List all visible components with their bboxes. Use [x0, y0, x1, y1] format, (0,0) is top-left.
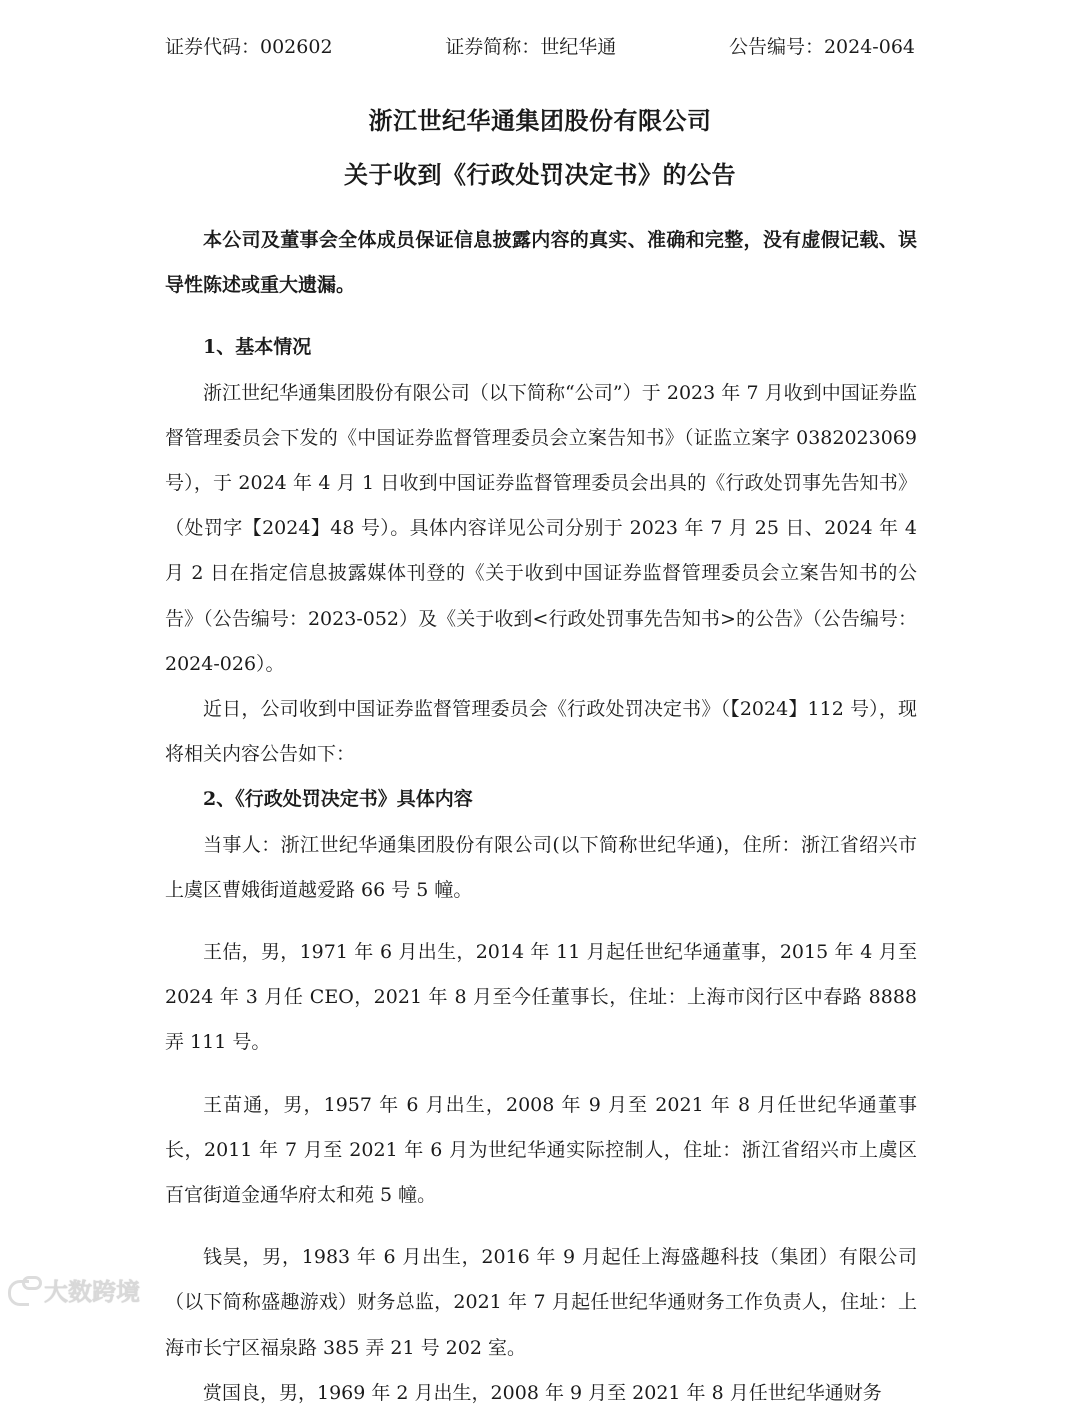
section-1-heading: 1、基本情况 — [203, 336, 312, 359]
paragraph: 赏国良，男，1969 年 2 月出生，2008 年 9 月至 2021 年 8 月任世纪华通财务 — [203, 1381, 882, 1404]
company-title: 浙江世纪华通集团股份有限公司 — [368, 106, 712, 135]
statement: 本公司及董事会全体成员保证信息披露内容的真实、准确和完整，没有虚假记载、误导性陈述或重大遗漏。 — [165, 229, 917, 297]
document-body — [165, 218, 917, 1416]
section-2-heading: 2、《行政处罚决定书》具体内容 — [203, 788, 473, 811]
document-header — [165, 32, 915, 62]
kuajing-logo-icon — [6, 1276, 40, 1304]
watermark-text: 大数跨境 — [44, 1278, 140, 1306]
paragraph: 王苗通，男，1957 年 6 月出生，2008 年 9 月至 2021 年 8 月任世纪华通董事长，2011 年 7 月至 2021 年 6 月为世纪华通实际控制人，住址：浙江省绍兴市上虞区百官街道金通华府太和苑 5 幢。 — [165, 1093, 917, 1207]
stock-abbreviation: 证券简称：世纪华通 — [445, 36, 617, 58]
paragraph: 王佶，男，1971 年 6 月出生，2014 年 11 月起任世纪华通董事，2015 年 4 月至 2024 年 3 月任 CEO，2021 年 8 月至今任董事长，住址：上海市闵行区中春路 8888 弄 111 号。 — [165, 941, 917, 1054]
paragraph: 近日，公司收到中国证券监督管理委员会《行政处罚决定书》（【2024】112 号），现将相关内容公告如下： — [165, 698, 917, 766]
paragraph: 钱昊，男，1983 年 6 月出生，2016 年 9 月起任上海盛趣科技（集团）有限公司（以下简称盛趣游戏）财务总监，2021 年 7 月起任世纪华通财务工作负责人，住址：上海市长宁区福泉路 385 弄 21 号 202 室。 — [165, 1246, 917, 1359]
announcement-title: 关于收到《行政处罚决定书》的公告 — [344, 160, 736, 189]
watermark — [6, 1272, 140, 1307]
stock-code: 证券代码：002602 — [165, 36, 333, 58]
paragraph: 当事人：浙江世纪华通集团股份有限公司(以下简称世纪华通)，住所：浙江省绍兴市上虞区曹娥街道越爱路 66 号 5 幢。 — [165, 833, 917, 901]
announcement-number: 公告编号：2024-064 — [728, 36, 915, 58]
paragraph: 浙江世纪华通集团股份有限公司（以下简称“公司”）于 2023 年 7 月收到中国证券监督管理委员会下发的《中国证券监督管理委员会立案告知书》（证监立案字 0382023069 号），于 2024 年 4 月 1 日收到中国证券监督管理委员会出具的《行政处罚事先告知书》（处罚字【2024】48 号）。具体内容详见公司分别于 2023 年 7 月 25 日、2024 年 4 月 2 日在指定信息披露媒体刊登的《关于收到中国证券监督管理委员会立案告知书的公告》（公告编号：2023-052）及《关于收到<行政处罚事先告知书>的公告》（公告编号：2024-026）。 — [165, 381, 917, 675]
